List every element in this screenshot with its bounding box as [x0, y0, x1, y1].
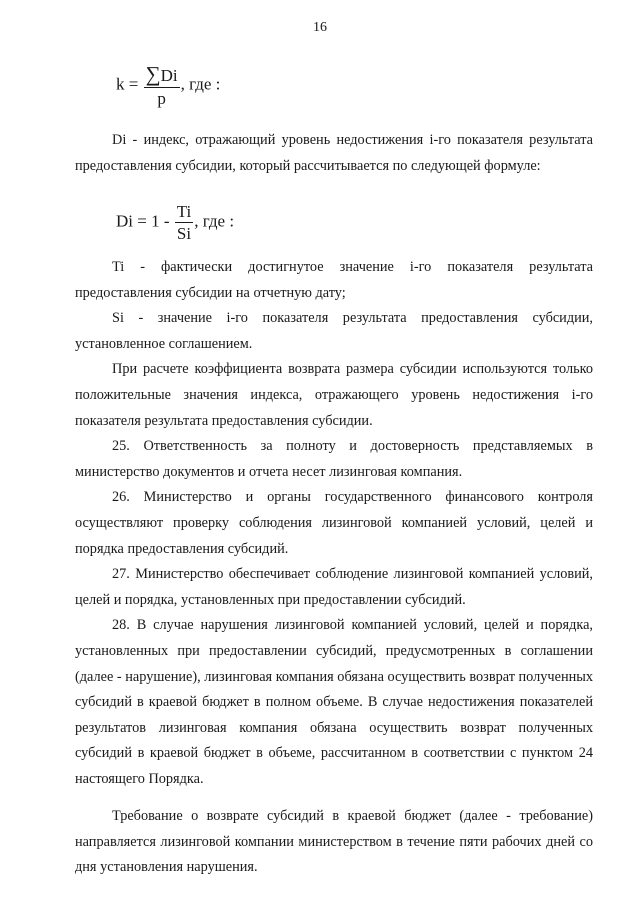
formula-di-lhs: Di = 1 -: [116, 211, 170, 231]
paragraph: 28. В случае нарушения лизинговой компанией условий, целей и порядка, установленных при предоставлении субсидий, предусмотренных в соглашении (далее - нарушение), лизинговая компания обязана осуществить возврат полученных субсидий в краевой бюджет в полном объеме. В случае недостижения показателей результатов лизинговая компания обязана осуществить возврат полученных субсидий в краевой бюджет в объеме, рассчитанном в соответствии с пунктом 24 настоящего Порядка.: [75, 617, 593, 787]
paragraph: 25. Ответственность за полноту и достоверность представляемых в министерство документов и отчета несет лизинговая компания.: [75, 438, 593, 480]
formula-di-fraction: [175, 203, 194, 242]
sum-sign: ∑: [145, 62, 161, 86]
formula-k-numerator: [144, 64, 180, 88]
formula-k: [116, 64, 220, 107]
paragraph: 27. Министерство обеспечивает соблюдение лизинговой компанией условий, целей и порядка, установленных при предоставлении субсидий.: [75, 566, 593, 608]
paragraph: Di - индекс, отражающий уровень недостижения i-го показателя результата предоставления субсидии, который рассчитывается по следующей формуле:: [75, 132, 593, 174]
formula-di: [116, 203, 234, 242]
paragraph: Требование о возврате субсидий в краевой бюджет (далее - требование) направляется лизинговой компании министерством в течение пяти рабочих дней со дня установления нарушения.: [75, 808, 593, 876]
text-block-2: [75, 255, 593, 792]
formula-di-denominator: Si: [176, 224, 192, 243]
paragraph: Si - значение i-го показателя результата предоставления субсидии, установленное соглашением.: [75, 310, 593, 352]
formula-k-lhs: k =: [116, 74, 139, 94]
formula-k-denominator: p: [157, 89, 166, 108]
text-block-1: [75, 128, 593, 179]
formula-k-suffix: , где :: [180, 74, 221, 94]
paragraph: 26. Министерство и органы государственного финансового контроля осуществляют проверку соблюдения лизинговой компанией условий, целей и порядка предоставления субсидий.: [75, 489, 593, 557]
formula-k-numerator-var: Di: [160, 66, 178, 85]
text-block-3: [75, 804, 593, 881]
formula-k-fraction: [144, 64, 180, 107]
paragraph: Ti - фактически достигнутое значение i-го показателя результата предоставления субсидии на отчетную дату;: [75, 259, 593, 301]
formula-di-numerator: Ti: [176, 202, 192, 221]
formula-di-suffix: , где :: [194, 211, 235, 231]
page-number: 16: [313, 20, 327, 35]
paragraph: При расчете коэффициента возврата размера субсидии используются только положительные значения индекса, отражающего уровень недостижения i-го показателя результата предоставления субсидии.: [75, 361, 593, 429]
